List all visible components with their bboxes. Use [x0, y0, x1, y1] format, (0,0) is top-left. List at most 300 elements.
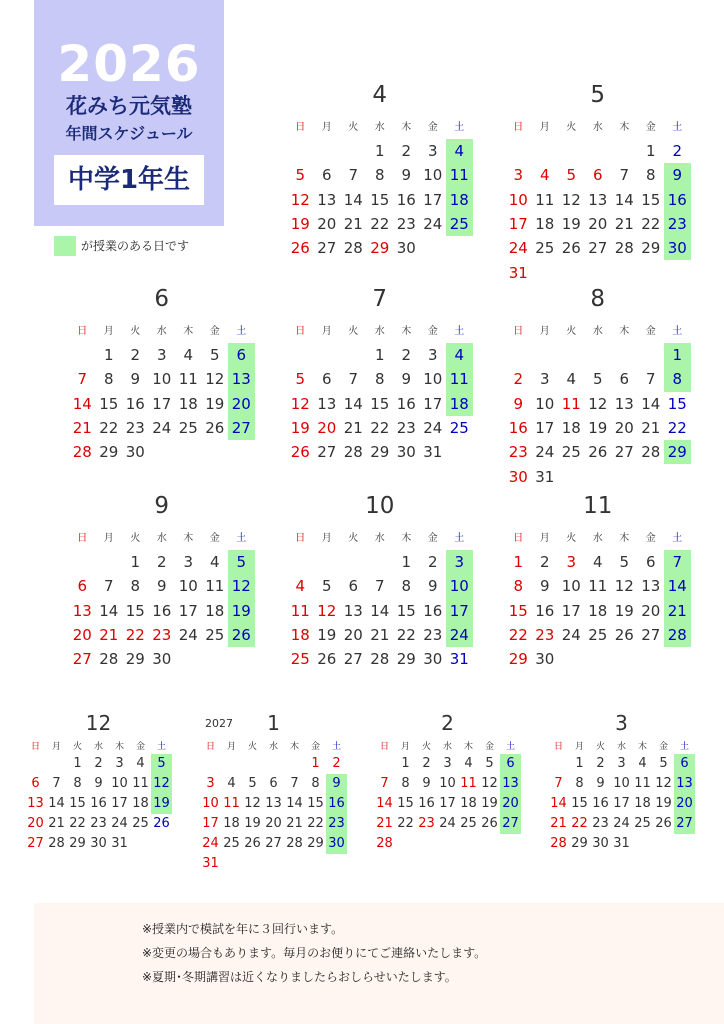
day-cell: 9 [513, 394, 524, 413]
class-day-cell: 6 [674, 754, 695, 774]
legend-text: が授業のある日です [81, 239, 190, 253]
class-day-cell: 13 [674, 774, 695, 794]
weekday-header: 月 [539, 122, 550, 133]
weekday-header: 木 [619, 533, 630, 544]
class-day-cell: 17 [446, 599, 473, 623]
day-cell: 4 [539, 166, 550, 185]
day-cell: 3 [427, 346, 438, 364]
class-day-cell: 11 [446, 367, 473, 391]
day-cell: 7 [554, 776, 563, 791]
day-cell: 20 [641, 601, 661, 620]
day-cell: 31 [111, 836, 128, 851]
day-cell: 25 [634, 816, 651, 831]
day-cell: 27 [588, 239, 608, 258]
day-cell: 20 [588, 214, 608, 233]
day-cell: 12 [244, 796, 261, 811]
weekday-header: 土 [236, 533, 247, 544]
day-cell: 8 [103, 370, 114, 389]
day-cell: 8 [645, 166, 656, 185]
day-cell: 25 [132, 816, 149, 831]
month-title: 4 [372, 82, 388, 108]
class-day-cell: 25 [446, 212, 473, 236]
weekday-header: 日 [295, 326, 306, 337]
weekday-header: 土 [505, 742, 515, 752]
day-cell: 17 [152, 394, 172, 413]
day-cell: 22 [396, 625, 416, 644]
day-cell: 4 [464, 756, 473, 771]
note-mock-exam: ※授業内で模試を年に３回行います。 [142, 922, 344, 936]
weekday-header: 火 [566, 122, 577, 133]
day-cell: 23 [423, 625, 443, 644]
weekday-header: 土 [331, 742, 341, 752]
day-cell: 21 [614, 214, 634, 233]
day-cell: 22 [508, 625, 528, 644]
day-cell: 29 [370, 239, 390, 258]
day-cell: 7 [374, 577, 385, 596]
day-cell: 7 [645, 370, 656, 389]
weekday-header: 木 [619, 326, 630, 337]
day-cell: 30 [125, 443, 145, 462]
day-cell: 29 [396, 650, 416, 669]
weekday-header: 木 [401, 122, 412, 133]
day-cell: 10 [439, 776, 456, 791]
weekday-header: 水 [374, 122, 385, 133]
day-cell: 3 [539, 370, 550, 389]
class-day-cell: 20 [500, 794, 521, 814]
day-cell: 9 [401, 166, 412, 185]
month-title: 6 [154, 286, 170, 312]
weekday-header: 金 [209, 326, 220, 337]
day-cell: 30 [396, 239, 416, 258]
day-cell: 28 [343, 239, 363, 258]
day-cell: 19 [205, 394, 225, 413]
day-cell: 15 [99, 394, 119, 413]
day-cell: 1 [73, 756, 82, 771]
day-cell: 18 [588, 601, 608, 620]
day-cell: 17 [508, 214, 528, 233]
day-cell: 8 [73, 776, 82, 791]
weekday-header: 水 [156, 326, 167, 337]
day-cell: 19 [481, 796, 498, 811]
day-cell: 9 [401, 370, 412, 389]
day-cell: 29 [571, 836, 588, 851]
day-cell: 29 [641, 239, 661, 258]
day-cell: 2 [513, 370, 524, 389]
day-cell: 11 [178, 370, 198, 389]
day-cell: 14 [99, 601, 119, 620]
day-cell: 26 [655, 816, 672, 831]
month-title: 9 [154, 493, 170, 519]
weekday-header: 土 [454, 326, 465, 337]
class-day-cell: 20 [674, 794, 695, 814]
day-cell: 2 [401, 346, 412, 364]
class-day-cell: 12 [151, 774, 172, 794]
day-cell: 14 [370, 601, 390, 620]
class-day-cell: 4 [446, 343, 473, 367]
day-cell: 14 [343, 394, 363, 413]
day-cell: 25 [223, 836, 240, 851]
day-cell: 22 [641, 214, 661, 233]
day-cell: 27 [27, 836, 44, 851]
day-cell: 21 [343, 214, 363, 233]
month-2026-7 [287, 286, 473, 491]
day-cell: 5 [619, 553, 630, 571]
day-cell: 22 [370, 418, 390, 437]
note-changes: ※変更の場合もあります。毎月のお便りにてご連絡いたします。 [142, 946, 487, 960]
month-2027-1 [200, 712, 347, 876]
weekday-header: 月 [574, 742, 584, 752]
day-cell: 25 [588, 625, 608, 644]
weekday-header: 水 [592, 533, 603, 544]
weekday-header: 日 [77, 533, 88, 544]
day-cell: 27 [614, 443, 634, 462]
day-cell: 19 [588, 418, 608, 437]
class-day-cell: 28 [664, 623, 691, 647]
day-cell: 11 [588, 577, 608, 596]
day-cell: 10 [508, 190, 528, 209]
day-cell: 15 [641, 190, 661, 209]
day-cell: 24 [439, 816, 456, 831]
class-day-cell: 10 [446, 574, 473, 598]
day-cell: 7 [619, 166, 630, 185]
class-day-cell: 30 [326, 834, 347, 854]
class-day-cell: 7 [664, 550, 691, 574]
day-cell: 17 [439, 796, 456, 811]
weekday-header: 金 [427, 326, 438, 337]
day-cell: 23 [125, 418, 145, 437]
day-cell: 19 [290, 418, 310, 437]
class-day-cell: 18 [446, 392, 473, 416]
legend-swatch [54, 236, 76, 256]
weekday-header: 土 [672, 326, 683, 337]
day-cell: 3 [617, 756, 626, 771]
day-cell: 20 [343, 625, 363, 644]
class-day-cell: 23 [664, 212, 691, 236]
class-day-cell: 3 [446, 550, 473, 574]
day-cell: 23 [418, 816, 435, 831]
day-cell: 24 [613, 816, 630, 831]
weekday-header: 木 [183, 326, 194, 337]
class-day-cell: 9 [326, 774, 347, 794]
day-cell: 1 [374, 346, 385, 364]
day-cell: 7 [348, 370, 359, 389]
month-title: 7 [372, 286, 388, 312]
weekday-header: 金 [645, 122, 656, 133]
day-cell: 31 [423, 443, 443, 462]
day-cell: 9 [94, 776, 103, 791]
day-cell: 21 [286, 816, 303, 831]
year-title: 2026 [57, 35, 201, 93]
day-cell: 1 [130, 553, 141, 571]
year-label: 2027 [205, 717, 233, 730]
day-cell: 12 [561, 190, 581, 209]
day-cell: 30 [152, 650, 172, 669]
weekday-header: 日 [205, 742, 215, 752]
day-cell: 26 [290, 239, 310, 258]
weekday-header: 火 [595, 742, 605, 752]
day-cell: 30 [508, 467, 528, 486]
weekday-header: 水 [156, 533, 167, 544]
day-cell: 10 [423, 166, 443, 185]
day-cell: 14 [48, 796, 65, 811]
class-day-cell: 20 [228, 392, 255, 416]
day-cell: 11 [561, 394, 581, 413]
day-cell: 28 [641, 443, 661, 462]
class-day-cell: 23 [326, 814, 347, 834]
day-cell: 29 [307, 836, 324, 851]
day-cell: 19 [290, 214, 310, 233]
day-cell: 2 [422, 756, 431, 771]
header-box [34, 0, 224, 226]
weekday-header: 日 [553, 742, 563, 752]
class-day-cell: 29 [664, 440, 691, 464]
weekday-header: 木 [289, 742, 299, 752]
day-cell: 11 [205, 577, 225, 596]
day-cell: 15 [571, 796, 588, 811]
day-cell: 30 [535, 650, 555, 669]
day-cell: 17 [535, 418, 555, 437]
day-cell: 13 [343, 601, 363, 620]
weekday-header: 日 [513, 533, 524, 544]
day-cell: 8 [513, 577, 524, 596]
day-cell: 24 [111, 816, 128, 831]
day-cell: 11 [223, 796, 240, 811]
day-cell: 29 [69, 836, 86, 851]
month-title: 5 [590, 82, 606, 108]
month-title: 8 [590, 286, 606, 312]
day-cell: 7 [52, 776, 61, 791]
day-cell: 21 [370, 625, 390, 644]
month-2027-3 [548, 712, 695, 876]
day-cell: 30 [396, 443, 416, 462]
day-cell: 10 [111, 776, 128, 791]
class-day-cell: 9 [664, 163, 691, 187]
weekday-header: 金 [427, 122, 438, 133]
day-cell: 24 [202, 836, 219, 851]
day-cell: 7 [103, 577, 114, 596]
day-cell: 3 [206, 776, 215, 791]
day-cell: 29 [99, 443, 119, 462]
day-cell: 4 [566, 370, 577, 389]
class-day-cell: 26 [228, 623, 255, 647]
day-cell: 6 [645, 553, 656, 571]
class-day-cell: 13 [228, 367, 255, 391]
day-cell: 24 [152, 418, 172, 437]
class-day-cell: 16 [664, 188, 691, 212]
day-cell: 10 [535, 394, 555, 413]
weekday-header: 日 [295, 533, 306, 544]
day-cell: 30 [592, 836, 609, 851]
day-cell: 26 [588, 443, 608, 462]
class-day-cell: 11 [446, 163, 473, 187]
day-cell: 3 [443, 756, 452, 771]
day-cell: 29 [370, 443, 390, 462]
day-cell: 1 [374, 142, 385, 160]
day-cell: 5 [485, 756, 494, 771]
day-cell: 16 [592, 796, 609, 811]
day-cell: 13 [317, 190, 337, 209]
day-cell: 4 [136, 756, 145, 771]
weekday-header: 水 [374, 533, 385, 544]
day-cell: 19 [655, 796, 672, 811]
day-cell: 15 [667, 394, 687, 413]
weekday-header: 月 [321, 122, 332, 133]
day-cell: 9 [539, 577, 550, 596]
weekday-header: 金 [209, 533, 220, 544]
day-cell: 22 [69, 816, 86, 831]
day-cell: 2 [427, 553, 438, 571]
day-cell: 13 [588, 190, 608, 209]
day-cell: 23 [152, 625, 172, 644]
note-seasonal: ※夏期･冬期講習は近くなりましたらおしらせいたします。 [142, 970, 457, 984]
weekday-header: 水 [592, 122, 603, 133]
day-cell: 5 [321, 577, 332, 596]
day-cell: 16 [90, 796, 107, 811]
day-cell: 6 [619, 370, 630, 389]
day-cell: 21 [550, 816, 567, 831]
day-cell: 20 [27, 816, 44, 831]
day-cell: 29 [508, 650, 528, 669]
weekday-header: 水 [268, 742, 278, 752]
weekday-header: 木 [637, 742, 647, 752]
class-day-cell: 24 [446, 623, 473, 647]
day-cell: 13 [27, 796, 44, 811]
day-cell: 16 [508, 418, 528, 437]
day-cell: 2 [332, 756, 341, 771]
month-2026-12 [25, 712, 172, 876]
day-cell: 4 [227, 776, 236, 791]
day-cell: 23 [396, 418, 416, 437]
day-cell: 30 [90, 836, 107, 851]
day-cell: 12 [317, 601, 337, 620]
day-cell: 10 [561, 577, 581, 596]
day-cell: 9 [427, 577, 438, 596]
day-cell: 8 [374, 370, 385, 389]
month-2026-6 [69, 286, 255, 491]
day-cell: 17 [202, 816, 219, 831]
day-cell: 8 [575, 776, 584, 791]
day-cell: 1 [401, 553, 412, 571]
day-cell: 23 [90, 816, 107, 831]
day-cell: 14 [286, 796, 303, 811]
day-cell: 28 [370, 650, 390, 669]
day-cell: 26 [290, 443, 310, 462]
day-cell: 18 [223, 816, 240, 831]
day-cell: 6 [77, 577, 88, 596]
day-cell: 15 [508, 601, 528, 620]
month-2026-8 [505, 286, 691, 491]
class-day-cell: 13 [500, 774, 521, 794]
day-cell: 13 [641, 577, 661, 596]
day-cell: 28 [72, 443, 92, 462]
day-cell: 8 [401, 577, 412, 596]
day-cell: 22 [397, 816, 414, 831]
day-cell: 18 [290, 625, 310, 644]
day-cell: 7 [290, 776, 299, 791]
weekday-header: 日 [513, 326, 524, 337]
weekday-header: 月 [539, 326, 550, 337]
day-cell: 3 [156, 346, 167, 364]
month-2026-10 [287, 493, 473, 698]
weekday-header: 木 [463, 742, 473, 752]
class-day-cell: 6 [228, 343, 255, 367]
class-day-cell: 19 [228, 599, 255, 623]
day-cell: 3 [183, 553, 194, 571]
day-cell: 11 [132, 776, 149, 791]
day-cell: 24 [561, 625, 581, 644]
day-cell: 23 [535, 625, 555, 644]
weekday-header: 日 [295, 122, 306, 133]
day-cell: 1 [311, 756, 320, 771]
weekday-header: 金 [484, 742, 494, 752]
day-cell: 5 [659, 756, 668, 771]
day-cell: 26 [244, 836, 261, 851]
class-day-cell: 19 [151, 794, 172, 814]
day-cell: 22 [370, 214, 390, 233]
day-cell: 18 [205, 601, 225, 620]
day-cell: 26 [481, 816, 498, 831]
day-cell: 12 [614, 577, 634, 596]
day-cell: 15 [370, 394, 390, 413]
day-cell: 25 [290, 650, 310, 669]
day-cell: 3 [427, 142, 438, 160]
day-cell: 18 [178, 394, 198, 413]
day-cell: 9 [156, 577, 167, 596]
weekday-header: 土 [672, 533, 683, 544]
weekday-header: 水 [93, 742, 103, 752]
day-cell: 1 [103, 346, 114, 364]
day-cell: 25 [178, 418, 198, 437]
day-cell: 15 [396, 601, 416, 620]
day-cell: 13 [72, 601, 92, 620]
day-cell: 31 [508, 263, 528, 282]
class-day-cell: 27 [674, 814, 695, 834]
class-day-cell: 4 [446, 139, 473, 163]
month-2026-11 [505, 493, 691, 698]
day-cell: 10 [423, 370, 443, 389]
day-cell: 3 [566, 553, 577, 571]
day-cell: 7 [77, 370, 88, 389]
weekday-header: 金 [645, 326, 656, 337]
day-cell: 28 [376, 836, 393, 851]
day-cell: 17 [111, 796, 128, 811]
day-cell: 26 [205, 418, 225, 437]
day-cell: 23 [508, 443, 528, 462]
month-title: 11 [583, 493, 613, 519]
day-cell: 2 [94, 756, 103, 771]
day-cell: 6 [592, 166, 603, 185]
day-cell: 26 [614, 625, 634, 644]
day-cell: 24 [535, 443, 555, 462]
class-day-cell: 1 [664, 343, 691, 367]
weekday-header: 木 [114, 742, 124, 752]
day-cell: 19 [244, 816, 261, 831]
weekday-header: 火 [130, 326, 141, 337]
day-cell: 25 [561, 443, 581, 462]
day-cell: 2 [156, 553, 167, 571]
day-cell: 6 [348, 577, 359, 596]
day-cell: 7 [380, 776, 389, 791]
day-cell: 2 [596, 756, 605, 771]
day-cell: 15 [307, 796, 324, 811]
weekday-header: 日 [379, 742, 389, 752]
day-cell: 17 [423, 394, 443, 413]
weekday-header: 日 [77, 326, 88, 337]
day-cell: 11 [290, 601, 310, 620]
day-cell: 24 [178, 625, 198, 644]
day-cell: 15 [370, 190, 390, 209]
day-cell: 17 [561, 601, 581, 620]
